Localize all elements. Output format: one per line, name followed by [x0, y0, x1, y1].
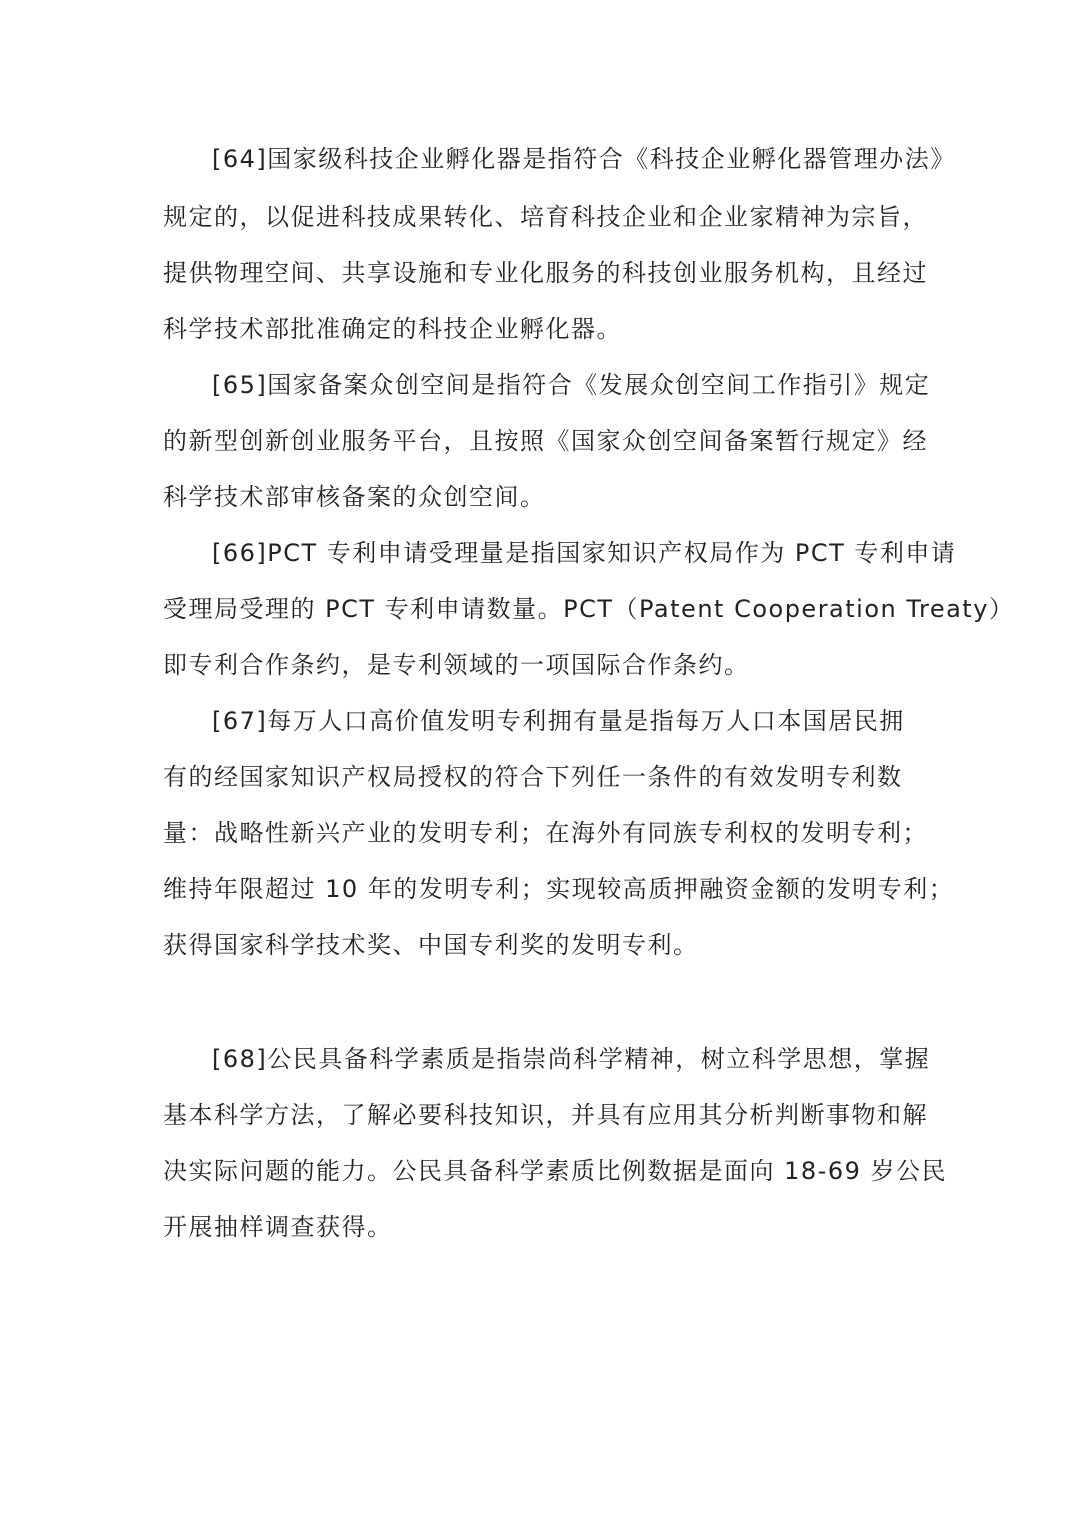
footnote-67-line-1: [67]每万人口高价值发明专利拥有量是指每万人口本国居民拥	[212, 707, 905, 735]
footnote-64-line-3: 提供物理空间、共享设施和专业化服务的科技创业服务机构，且经过	[163, 259, 928, 287]
footnote-67-line-3: 量：战略性新兴产业的发明专利；在海外有同族专利权的发明专利；	[163, 819, 928, 847]
footnote-66-line-3: 即专利合作条约，是专利领域的一项国际合作条约。	[163, 651, 750, 679]
footnote-66-line-2: 受理局受理的 PCT 专利申请数量。PCT（Patent Cooperation Treaty）	[163, 595, 1015, 623]
footnote-64-line-2: 规定的，以促进科技成果转化、培育科技企业和企业家精神为宗旨，	[163, 203, 928, 231]
footnote-67-line-5: 获得国家科学技术奖、中国专利奖的发明专利。	[163, 931, 699, 959]
footnote-64-line-1: [64]国家级科技企业孵化器是指符合《科技企业孵化器管理办法》	[212, 145, 956, 173]
footnote-68-line-1: [68]公民具备科学素质是指崇尚科学精神，树立科学思想，掌握	[212, 1045, 931, 1073]
footnote-65-line-1: [65]国家备案众创空间是指符合《发展众创空间工作指引》规定	[212, 371, 931, 399]
footnote-67-line-4: 维持年限超过 10 年的发明专利；实现较高质押融资金额的发明专利；	[163, 875, 955, 903]
footnote-65-line-2: 的新型创新创业服务平台，且按照《国家众创空间备案暂行规定》经	[163, 427, 928, 455]
footnote-67-line-2: 有的经国家知识产权局授权的符合下列任一条件的有效发明专利数	[163, 763, 903, 791]
footnote-64-line-4: 科学技术部批准确定的科技企业孵化器。	[163, 315, 622, 343]
footnote-65-line-3: 科学技术部审核备案的众创空间。	[163, 483, 546, 511]
footnote-66-line-1: [66]PCT 专利申请受理量是指国家知识产权局作为 PCT 专利申请	[212, 539, 957, 567]
footnote-68-line-2: 基本科学方法，了解必要科技知识，并具有应用其分析判断事物和解	[163, 1101, 928, 1129]
footnote-68-line-4: 开展抽样调查获得。	[163, 1213, 393, 1241]
footnote-68-line-3: 决实际问题的能力。公民具备科学素质比例数据是面向 18-69 岁公民	[163, 1157, 947, 1185]
